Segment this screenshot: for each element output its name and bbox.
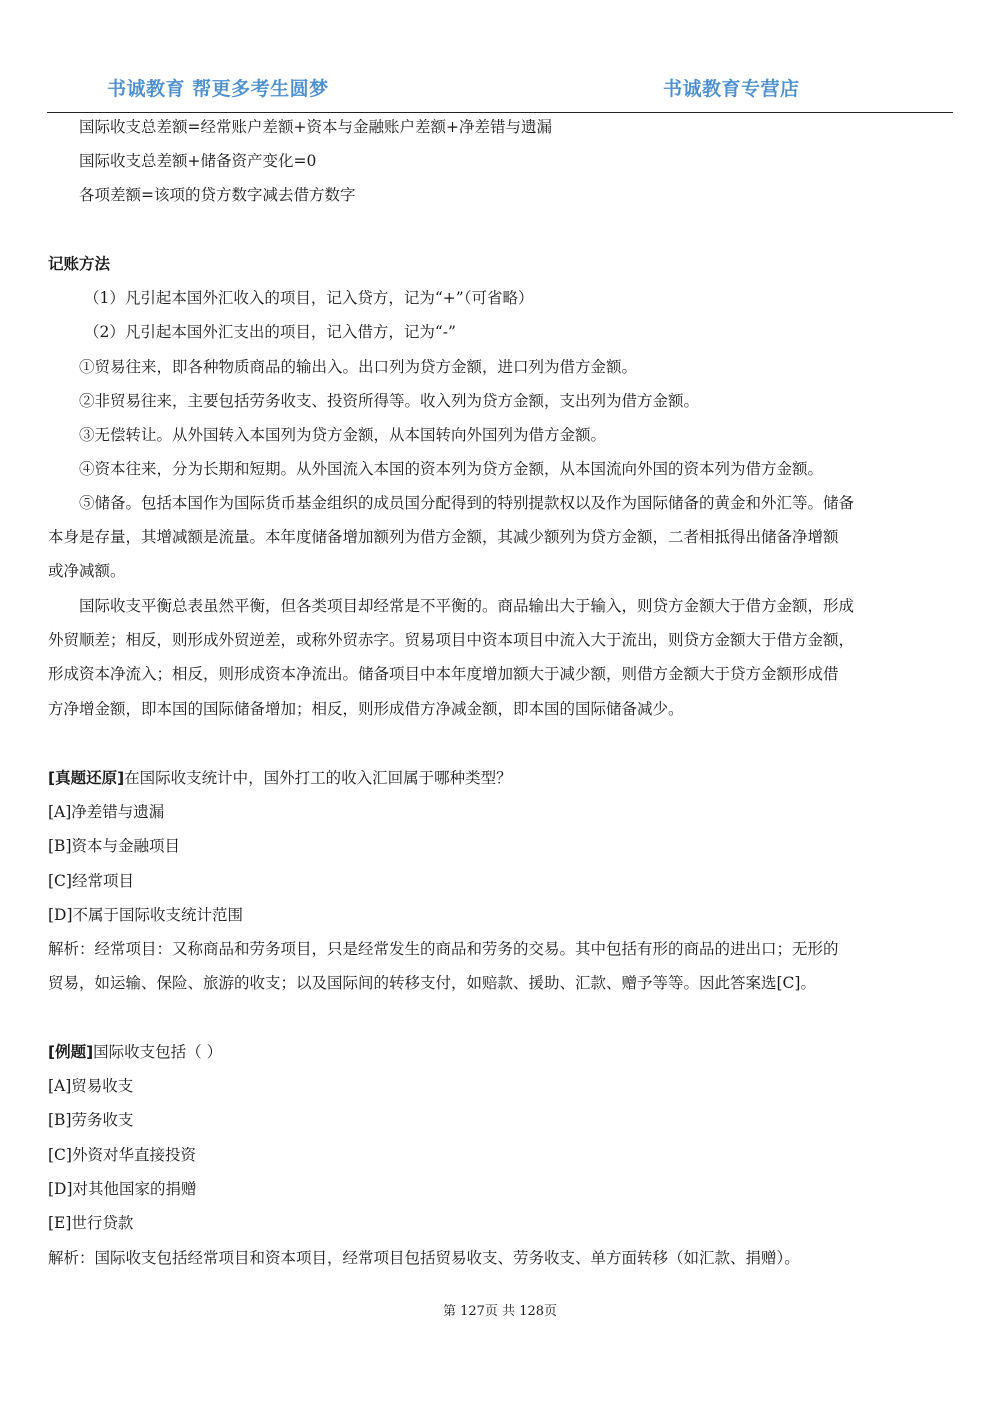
item-reserve-line-2: 本身是存量，其增减额是流量。本年度储备增加额列为借方金额，其减少额列为贷方金额，二者相抵得出储备净增额 [48, 528, 839, 546]
q2-question [48, 1042, 953, 1062]
q2-option-b: [B]劳务收支 [48, 1111, 134, 1129]
q1-tag: [真题还原] [48, 769, 125, 787]
q1-text: 在国际收支统计中，国外打工的收入汇回属于哪种类型？ [124, 769, 512, 787]
q2-option-c: [C]外资对华直接投资 [48, 1146, 196, 1164]
q2-option-a: [A]贸易收支 [48, 1077, 134, 1095]
q2-tag: [例题] [48, 1043, 94, 1061]
q1-analysis-line-2: 贸易，如运输、保险、旅游的收支；以及国际间的转移支付，如赔款、援助、汇款、赠予等等。因此答案选[C]。 [48, 974, 816, 992]
item-transfer: ③无偿转让。从外国转入本国列为贷方金额，从本国转向外国列为借方金额。 [79, 426, 607, 444]
q2-option-d: [D]对其他国家的捐赠 [48, 1180, 197, 1198]
q1-option-c: [C]经常项目 [48, 872, 134, 890]
page-header [0, 0, 1000, 114]
page-number: 第 127页 共 128页 [442, 1304, 558, 1319]
q1-option-a: [A]净差错与遗漏 [48, 803, 165, 821]
formula-reserve-change: 国际收支总差额+储备资产变化=0 [79, 152, 317, 170]
header-store-name: 书诚教育专营店 [663, 78, 800, 100]
q2-analysis: 解析：国际收支包括经常项目和资本项目，经常项目包括贸易收支、劳务收支、单方面转移（如汇款、捐赠）。 [48, 1249, 800, 1267]
balance-paragraph-line-4: 方净增金额，即本国的国际储备增加；相反，则形成借方净减金额，即本国的国际储备减少。 [48, 700, 684, 718]
balance-paragraph-line-1: 国际收支平衡总表虽然平衡，但各类项目却经常是不平衡的。商品输出大于输入，则贷方金额大于借方金额，形成 [79, 597, 855, 615]
item-capital: ④资本往来，分为长期和短期。从外国流入本国的资本列为贷方金额，从本国流向外国的资本列为借方金额。 [79, 460, 824, 478]
section-heading: 记账方法 [48, 255, 111, 273]
q1-option-b: [B]资本与金融项目 [48, 837, 180, 855]
rule-credit: （1）凡引起本国外汇收入的项目，记入贷方，记为“+”（可省略） [84, 289, 534, 307]
q1-option-d: [D]不属于国际收支统计范围 [48, 906, 244, 924]
rule-debit: （2）凡引起本国外汇支出的项目，记入借方，记为“-” [84, 323, 456, 341]
formula-item-balance: 各项差额=该项的贷方数字减去借方数字 [79, 186, 356, 204]
header-divider [47, 112, 953, 113]
balance-paragraph-line-2: 外贸顺差；相反，则形成外贸逆差，或称外贸赤字。贸易项目中资本项目中流入大于流出，则贷方金额大于借方金额， [48, 631, 855, 649]
formula-total-balance: 国际收支总差额=经常账户差额+资本与金融账户差额+净差错与遗漏 [79, 118, 552, 136]
q2-text: 国际收支包括（ ） [93, 1043, 223, 1061]
q2-option-e: [E]世行贷款 [48, 1214, 134, 1232]
item-trade: ①贸易往来，即各种物质商品的输出入。出口列为贷方金额，进口列为借方金额。 [79, 358, 638, 376]
header-slogan: 书诚教育 帮更多考生圆梦 [107, 78, 329, 100]
item-reserve-line-3: 或净减额。 [48, 562, 126, 580]
item-reserve-line-1: ⑤储备。包括本国作为国际货币基金组织的成员国分配得到的特别提款权以及作为国际储备的黄金和外汇等。储备 [79, 494, 855, 512]
item-nontrade: ②非贸易往来，主要包括劳务收支、投资所得等。收入列为贷方金额，支出列为借方金额。 [79, 392, 700, 410]
q1-question [48, 768, 953, 788]
q1-analysis-line-1: 解析：经常项目：又称商品和劳务项目，只是经常发生的商品和劳务的交易。其中包括有形的商品的进出口；无形的 [48, 940, 839, 958]
balance-paragraph-line-3: 形成资本净流入；相反，则形成资本净流出。储备项目中本年度增加额大于减少额，则借方金额大于贷方金额形成借 [48, 665, 839, 683]
